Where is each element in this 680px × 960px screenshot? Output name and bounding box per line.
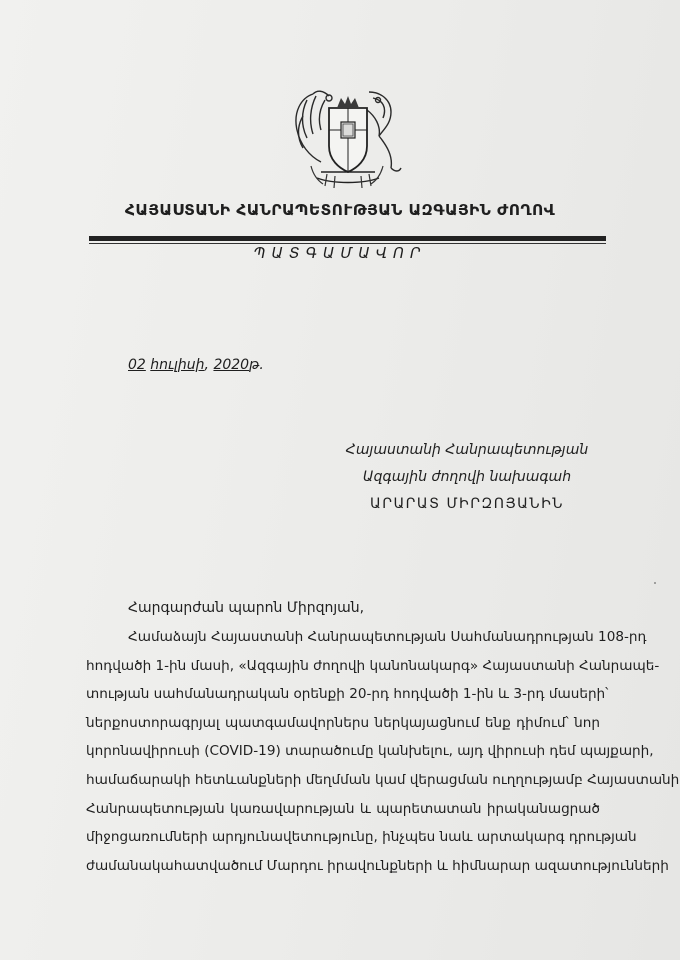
body-line: ներքոստորագրյալ պատգամավորներս ներկայացնում ենք դիմում՝ նոր [86, 714, 600, 731]
date-suffix: թ. [249, 357, 264, 373]
body-line: հոդվածի 1-ին մասի, «Ազգային ժողովի կանոնակարգ» Հայաստանի Հանրապե- [86, 657, 660, 674]
addressee-line-2: Ազգային ժողովի նախագահ [362, 469, 572, 485]
addressee-name: ԱՐԱՐԱՏ ՄԻՐԶՈՅԱՆԻՆ [370, 496, 564, 512]
organization-title: ՀԱՅԱՍՏԱՆԻ ՀԱՆՐԱՊԵՏՈՒԹՅԱՆ ԱԶԳԱՅԻՆ ԺՈՂՈՎ [124, 201, 556, 219]
letter-body [86, 623, 680, 880]
date-year: 2020 [213, 357, 250, 373]
date-day: 02 [128, 357, 146, 373]
body-line: կորոնավիրուսի (COVID-19) տարածումը կանխելու, այդ վիրուսի դեմ պայքարի, [86, 743, 654, 760]
addressee-line-1: Հայաստանի Հանրապետության [345, 442, 589, 458]
body-line: Համաձայն Հայաստանի Հանրապետության Սահմանադրության 108-րդ [128, 629, 647, 645]
body-line: համաճարակի հետևանքների մեղմման կամ վերացման ուղղությամբ Հայաստանի [86, 771, 680, 788]
document-date: 02 հուլիսի, 2020թ. [128, 357, 264, 373]
salutation: Հարգարժան պարոն Միրզոյան, [128, 600, 365, 616]
addressee-block [322, 437, 612, 518]
body-line: ժամանակահատվածում Մարդու իրավունքների և հիմնարար ազատությունների [86, 857, 669, 874]
paper-speck [654, 582, 656, 584]
header-divider [89, 236, 606, 241]
coat-of-arms-icon [283, 86, 409, 190]
body-line: միջոցառումների արդյունավետությունը, ինչպես նաև արտակարգ դրության [86, 829, 637, 846]
body-line: Հանրապետության կառավարության և պարետատան իրականացրած [86, 800, 600, 817]
body-line: տության սահմանադրական օրենքի 20-րդ հոդվածի 1-ին և 3-րդ մասերի՝ [86, 686, 609, 703]
date-month: հուլիսի [150, 357, 205, 373]
document-type: ՊԱՏԳԱՄԱՎՈՐ [253, 244, 427, 262]
